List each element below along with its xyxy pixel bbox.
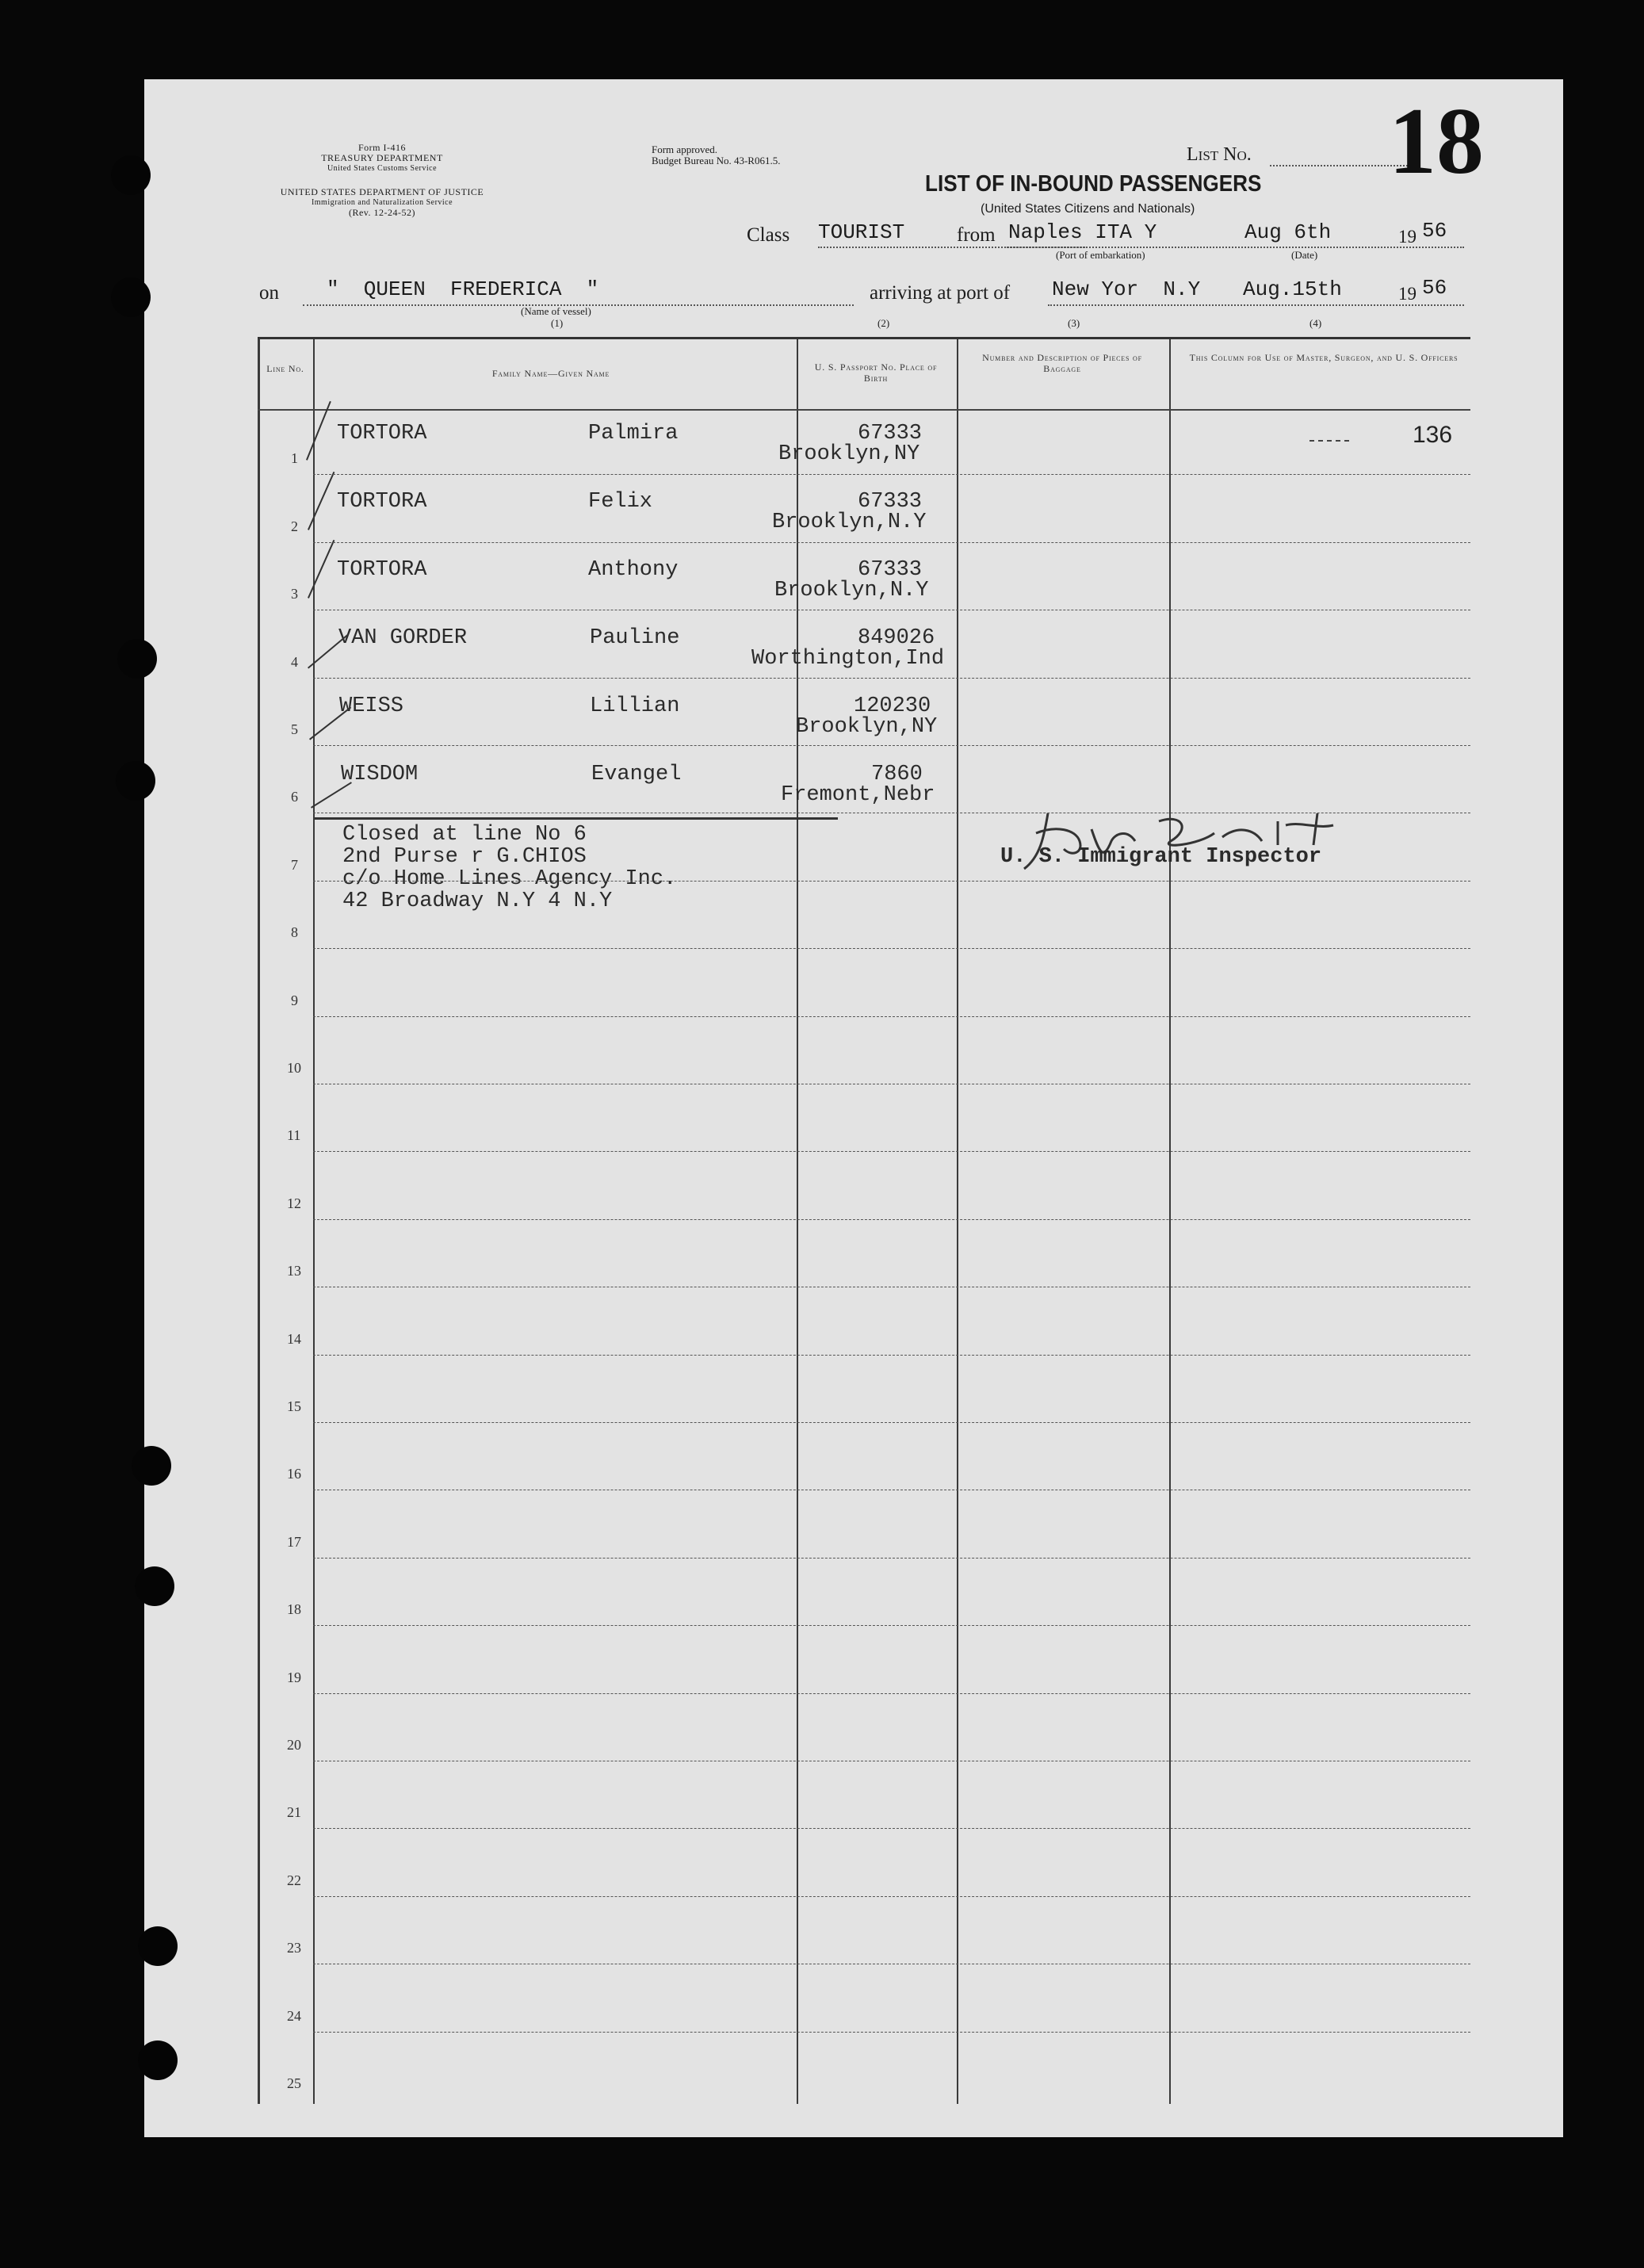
justice-dept: UNITED STATES DEPARTMENT OF JUSTICE bbox=[280, 186, 484, 197]
passport-no: 67333 bbox=[858, 422, 923, 446]
from-label: from bbox=[957, 224, 996, 246]
row-divider bbox=[313, 542, 1470, 543]
class-label: Class bbox=[747, 224, 790, 246]
header-line-no: Line No. bbox=[266, 363, 304, 374]
embark-year: 56 bbox=[1422, 219, 1447, 243]
birth-place: Worthington,Ind bbox=[751, 647, 945, 671]
given-name: Pauline bbox=[590, 626, 680, 650]
line-number: 9 bbox=[291, 992, 298, 1008]
line-number: 23 bbox=[287, 1940, 301, 1956]
binder-hole bbox=[111, 277, 151, 317]
col-num-3: (3) bbox=[1068, 317, 1080, 329]
list-no-label: List No. bbox=[1187, 144, 1252, 165]
binder-hole bbox=[138, 2040, 178, 2080]
row-divider bbox=[313, 1896, 1470, 1897]
birth-place: Brooklyn,N.Y bbox=[772, 511, 927, 534]
line-number: 6 bbox=[291, 789, 298, 805]
col-num-4: (4) bbox=[1309, 317, 1322, 329]
line-number: 11 bbox=[287, 1127, 301, 1144]
closing-line-2: 2nd Purse r G.CHIOS bbox=[342, 845, 587, 869]
header-baggage: Number and Description of Pieces of Baggage bbox=[982, 352, 1142, 374]
arrival-year-prefix: 19 bbox=[1398, 284, 1417, 304]
embark-date: Aug 6th bbox=[1244, 220, 1332, 244]
passport-no: 67333 bbox=[858, 490, 923, 514]
line-number: 16 bbox=[287, 1466, 301, 1482]
port-caption: (Port of embarkation) bbox=[1056, 249, 1145, 261]
row-divider bbox=[313, 1693, 1470, 1694]
line-number: 24 bbox=[287, 2007, 301, 2024]
form-approved: Form approved. bbox=[652, 143, 718, 155]
row-divider bbox=[313, 881, 1470, 882]
passport-no: 120230 bbox=[854, 694, 931, 718]
line-number: 22 bbox=[287, 1872, 301, 1888]
line-number: 8 bbox=[291, 924, 298, 941]
family-name: WEISS bbox=[339, 694, 404, 718]
line-number: 5 bbox=[291, 721, 298, 737]
line-number: 19 bbox=[287, 1669, 301, 1685]
binder-hole bbox=[135, 1566, 174, 1606]
embark-port: Naples ITA Y bbox=[1008, 220, 1157, 244]
row-divider bbox=[313, 1151, 1470, 1152]
header-name: Family Name—Given Name bbox=[491, 368, 610, 379]
given-name: Lillian bbox=[590, 694, 680, 718]
date-caption: (Date) bbox=[1291, 249, 1318, 261]
on-label: on bbox=[259, 282, 279, 304]
birth-place: Brooklyn,NY bbox=[778, 442, 920, 466]
arrival-port: New Yor N.Y bbox=[1052, 277, 1201, 301]
col-num-1: (1) bbox=[551, 317, 564, 329]
line-number: 18 bbox=[287, 1601, 301, 1618]
line-number: 17 bbox=[287, 1533, 301, 1550]
binder-hole bbox=[132, 1446, 171, 1486]
manifest-page bbox=[144, 79, 1563, 2137]
birth-place: Brooklyn,NY bbox=[796, 715, 938, 739]
passport-no: 849026 bbox=[858, 626, 935, 650]
binder-hole bbox=[117, 639, 157, 679]
header-passport: U. S. Passport No. Place of Birth bbox=[814, 361, 938, 384]
row-divider bbox=[313, 745, 1470, 746]
treasury-dept: TREASURY DEPARTMENT bbox=[321, 152, 443, 163]
row-divider bbox=[313, 1558, 1470, 1559]
arriving-label: arriving at port of bbox=[870, 282, 1011, 304]
binder-hole bbox=[111, 155, 151, 195]
form-subtitle: (United States Citizens and Nationals) bbox=[981, 202, 1195, 216]
vessel-caption: (Name of vessel) bbox=[521, 305, 591, 317]
ins-service: Immigration and Naturalization Service bbox=[311, 198, 453, 207]
passport-no: 67333 bbox=[858, 558, 923, 582]
line-number: 14 bbox=[287, 1330, 301, 1347]
row-divider bbox=[313, 1355, 1470, 1356]
row-divider bbox=[313, 1828, 1470, 1829]
year-prefix: 19 bbox=[1398, 227, 1417, 247]
class-value: TOURIST bbox=[818, 220, 905, 244]
closing-line-3: c/o Home Lines Agency Inc. bbox=[342, 867, 677, 891]
arrival-date: Aug.15th bbox=[1243, 277, 1342, 301]
inspector-title: U. S. Immigrant Inspector bbox=[1000, 845, 1322, 869]
line-number: 20 bbox=[287, 1737, 301, 1753]
binder-hole bbox=[138, 1926, 178, 1966]
binder-hole bbox=[116, 761, 155, 801]
row-divider bbox=[313, 678, 1470, 679]
passport-no: 7860 bbox=[871, 763, 923, 786]
closing-line-4: 42 Broadway N.Y 4 N.Y bbox=[342, 889, 613, 913]
row-divider bbox=[313, 1625, 1470, 1626]
row-divider bbox=[313, 1422, 1470, 1423]
header-officers: This Column for Use of Master, Surgeon, and U. S. Officers bbox=[1189, 352, 1459, 363]
officer-note: 136 bbox=[1413, 422, 1453, 448]
closing-line-1: Closed at line No 6 bbox=[342, 823, 587, 847]
birth-place: Fremont,Nebr bbox=[781, 783, 935, 807]
family-name: TORTORA bbox=[337, 490, 427, 514]
family-name: TORTORA bbox=[337, 422, 427, 446]
given-name: Felix bbox=[588, 490, 653, 514]
birth-place: Brooklyn,N.Y bbox=[774, 579, 929, 602]
given-name: Palmira bbox=[588, 422, 679, 446]
row-divider bbox=[313, 1016, 1470, 1017]
family-name: VAN GORDER bbox=[338, 626, 468, 650]
given-name: Anthony bbox=[588, 558, 679, 582]
line-number: 15 bbox=[287, 1398, 301, 1414]
line-number: 21 bbox=[287, 1804, 301, 1821]
family-name: TORTORA bbox=[337, 558, 427, 582]
given-name: Evangel bbox=[591, 763, 682, 786]
line-number: 4 bbox=[291, 653, 298, 670]
row-divider bbox=[313, 1219, 1470, 1220]
budget-bureau: Budget Bureau No. 43-R061.5. bbox=[652, 155, 781, 166]
col-num-2: (2) bbox=[877, 317, 890, 329]
arrival-year: 56 bbox=[1422, 276, 1447, 300]
line-number: 3 bbox=[291, 586, 298, 602]
customs-service: United States Customs Service bbox=[327, 164, 438, 173]
list-number: 18 bbox=[1389, 88, 1484, 193]
family-name: WISDOM bbox=[341, 763, 419, 786]
line-number: 10 bbox=[287, 1060, 301, 1076]
inspector-signature bbox=[1000, 797, 1373, 885]
line-number: 12 bbox=[287, 1195, 301, 1211]
form-title: LIST OF IN-BOUND PASSENGERS bbox=[925, 171, 1262, 197]
row-divider bbox=[313, 948, 1470, 949]
line-number: 1 bbox=[291, 450, 298, 467]
line-number: 7 bbox=[291, 856, 298, 873]
row-divider bbox=[313, 474, 1470, 475]
row-divider bbox=[313, 2032, 1470, 2033]
revision: (Rev. 12-24-52) bbox=[348, 207, 416, 218]
line-number: 13 bbox=[287, 1263, 301, 1279]
line-number: 2 bbox=[291, 518, 298, 534]
line-number: 25 bbox=[287, 2075, 301, 2091]
form-number: Form I-416 bbox=[358, 142, 406, 153]
vessel-name: " QUEEN FREDERICA " bbox=[327, 277, 599, 301]
